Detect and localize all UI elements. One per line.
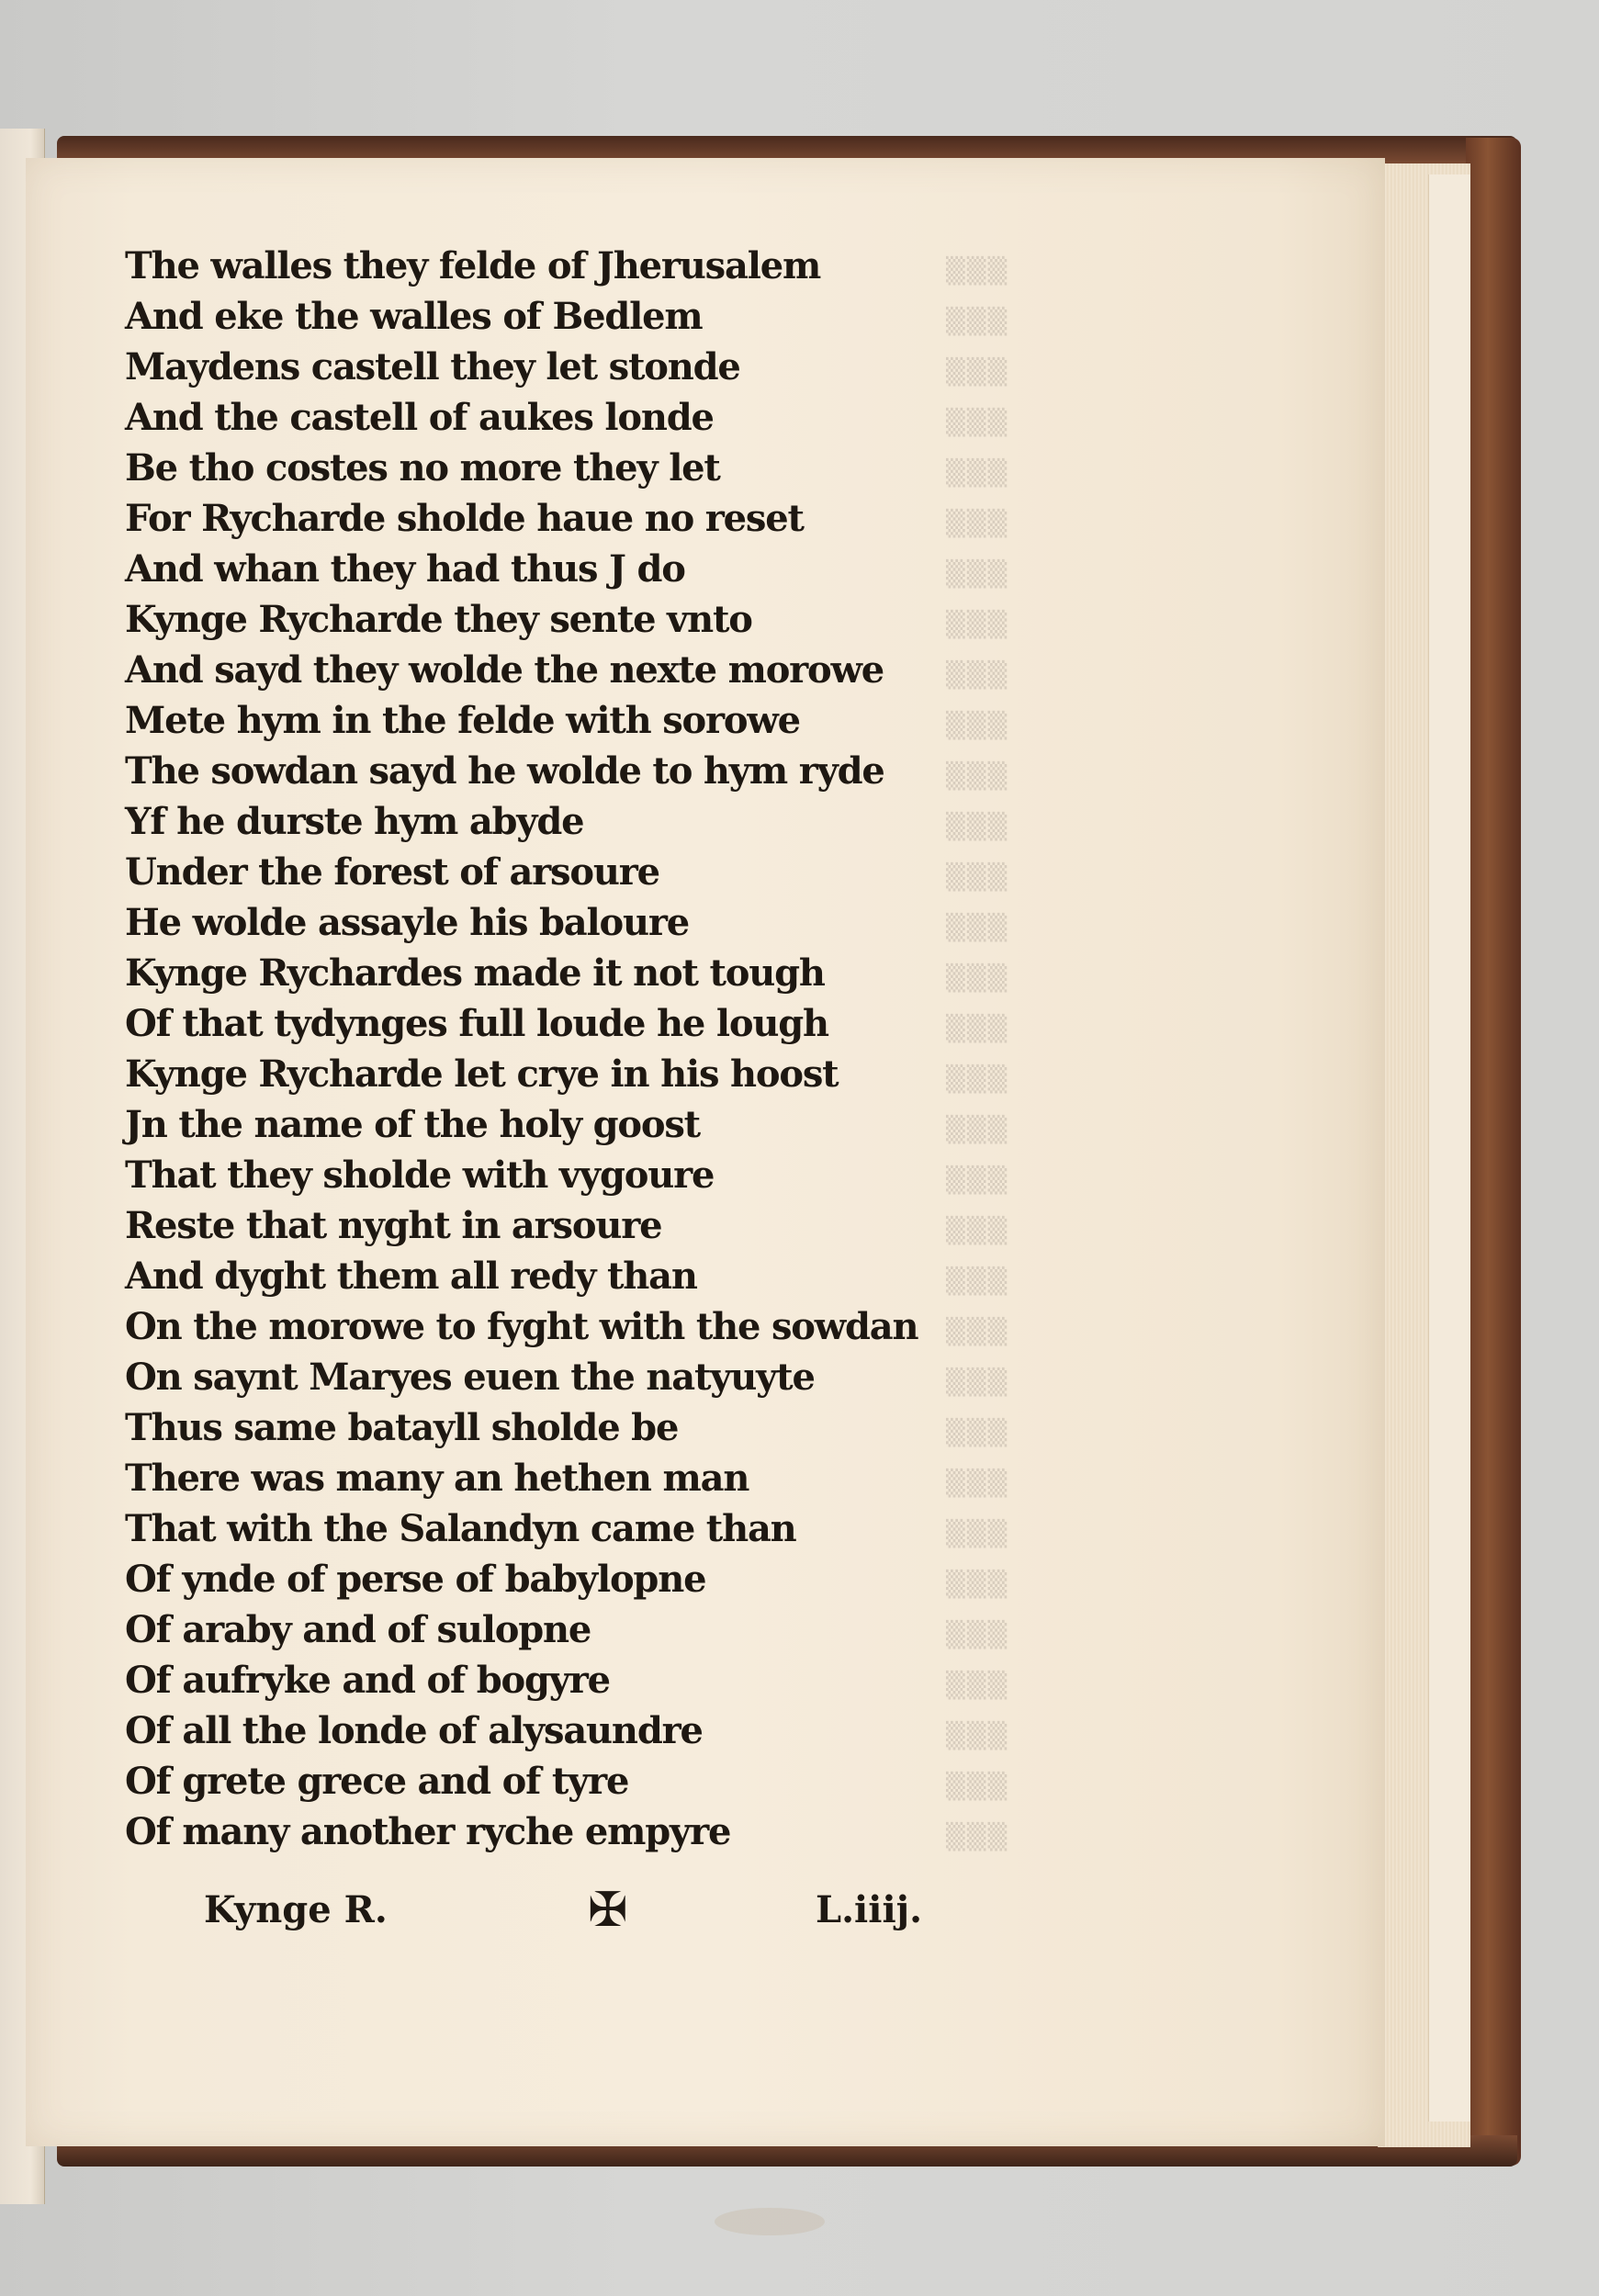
- verse-line: Of aufryke and of bogyre: [125, 1659, 610, 1702]
- verse-line: Jn the name of the holy goost: [125, 1103, 700, 1146]
- verse-line: That they sholde with vygoure: [125, 1154, 715, 1197]
- verse-line: Of ynde of perse of babylopne: [125, 1558, 706, 1601]
- page-stain: [715, 2208, 825, 2235]
- verse-line: And the castell of aukes londe: [125, 396, 714, 439]
- verse-line: The walles they felde of Jherusalem: [125, 244, 821, 287]
- verse-line: There was many an hethen man: [125, 1457, 749, 1500]
- verse-line: And dyght them all redy than: [125, 1255, 697, 1298]
- verse-line: And eke the walles of Bedlem: [125, 295, 703, 338]
- verse-line: Maydens castell they let stonde: [125, 345, 740, 388]
- verse-line: On saynt Maryes euen the natyuyte: [125, 1356, 815, 1399]
- verse-line: Mete hym in the felde with sorowe: [125, 699, 800, 742]
- verse-line: And sayd they wolde the nexte morowe: [125, 648, 884, 692]
- signature-mark: Kynge R.: [204, 1888, 388, 1931]
- verse-line: Thus same batayll sholde be: [125, 1406, 679, 1449]
- verse-line: Of many another ryche empyre: [125, 1810, 731, 1853]
- page-footer: [0, 1883, 1599, 1938]
- verse-line: The sowdan sayd he wolde to hym ryde: [125, 749, 884, 793]
- page-fore-edge-inner: [1428, 174, 1470, 2122]
- cross-ornament-icon: ✠: [588, 1883, 628, 1938]
- verse-line: Of grete grece and of tyre: [125, 1760, 629, 1803]
- verse-line: That with the Salandyn came than: [125, 1507, 796, 1550]
- folio-number: L.iiij.: [816, 1888, 923, 1931]
- verse-line: Of araby and of sulopne: [125, 1608, 591, 1651]
- verse-line: And whan they had thus J do: [125, 547, 685, 591]
- verse-line: Under the forest of arsoure: [125, 850, 659, 894]
- show-through-from-reverse: ▒▒▒ ▒▒▒ ▒▒▒ ▒▒▒ ▒▒▒ ▒▒▒ ▒▒▒ ▒▒▒ ▒▒▒ ▒▒▒ ▒▒▒ ▒▒▒ ▒▒▒ ▒▒▒ ▒▒▒ ▒▒▒ ▒▒▒ ▒▒▒ ▒▒▒ ▒▒▒ ▒▒▒ ▒▒▒ ▒▒▒ ▒▒▒ ▒▒▒ ▒▒▒ ▒▒▒ ▒▒▒ ▒▒▒ ▒▒▒ ▒▒▒ ▒▒▒: [946, 257, 1009, 1851]
- verse-line: Reste that nyght in arsoure: [125, 1204, 662, 1247]
- verse-line: Kynge Rycharde let crye in his hoost: [125, 1052, 839, 1096]
- book-cover-right: [1466, 138, 1521, 2166]
- verse-line: Of that tydynges full loude he lough: [125, 1002, 828, 1045]
- verse-line: Of all the londe of alysaundre: [125, 1709, 703, 1752]
- verse-line: Be tho costes no more they let: [125, 446, 720, 490]
- verse-line: For Rycharde sholde haue no reset: [125, 497, 804, 540]
- verse-line: On the morowe to fyght with the sowdan: [125, 1305, 918, 1348]
- verse-line: Kynge Rychardes made it not tough: [125, 951, 825, 995]
- verse-line: He wolde assayle his baloure: [125, 901, 689, 944]
- verse-text: [125, 241, 988, 1857]
- verse-line: Yf he durste hym abyde: [125, 800, 584, 843]
- verse-line: Kynge Rycharde they sente vnto: [125, 598, 752, 641]
